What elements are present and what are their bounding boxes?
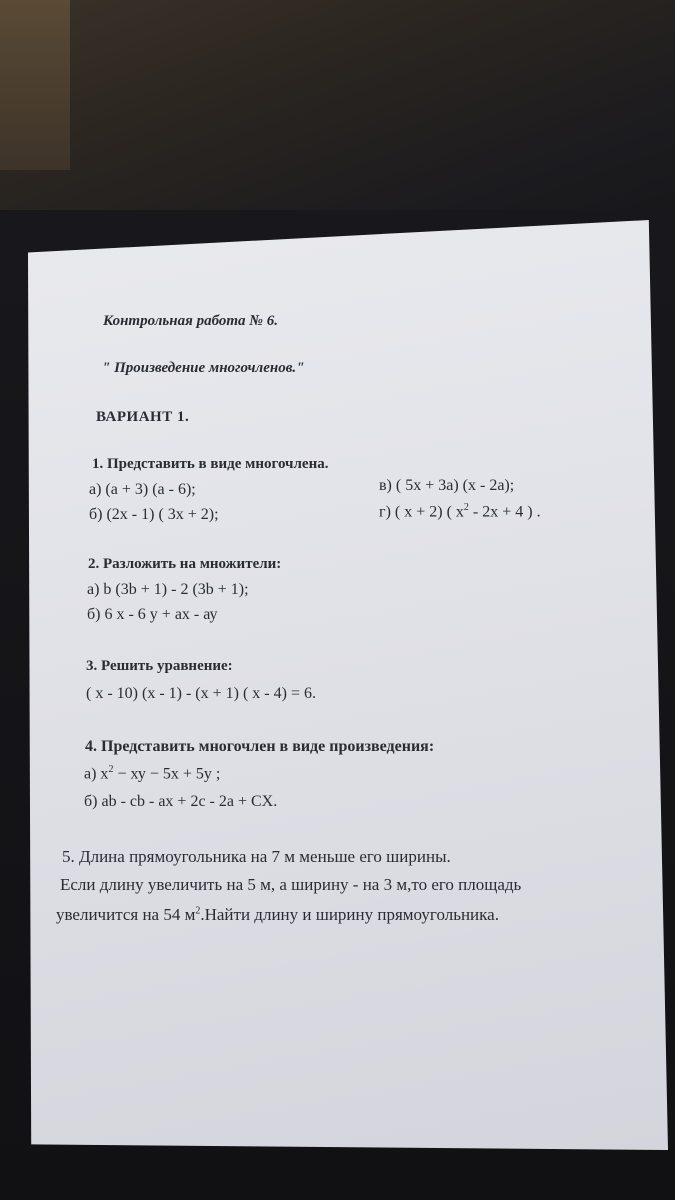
task1-item-g-rest: - 2х + 4 ) . [468,503,541,521]
task5-line2: Если длину увеличить на 5 м, а ширину - на 3 м,то его площадь [60,875,522,894]
task1-heading: 1. Представить в виде многочлена. [92,456,329,472]
task1-item-v: в) ( 5х + 3а) (х - 2а); [379,477,515,494]
task4-item-a [84,764,220,783]
variant-label: ВАРИАНТ 1. [96,409,190,425]
task3-heading: 3. Решить уравнение: [86,658,233,674]
task5-line1: 5. Длина прямоугольника на 7 м меньше его ширины. [62,847,451,866]
task2-item-b: б) 6 х - 6 у + ах - ау [87,606,218,623]
task1-item-a: а) (а + 3) (а - 6); [89,481,196,498]
task4-item-b: б) ab - cb - ax + 2c - 2a + CX. [84,793,278,810]
task5-line3-rest: .Найти длину и ширину прямоугольника. [200,905,499,924]
task5-area-exponent: 2 [195,905,201,917]
task4-item-a-base: а) х [84,765,109,783]
task3-equation: ( х - 10) (х - 1) - (х + 1) ( х - 4) = 6. [86,685,316,702]
task4-heading: 4. Представить многочлен в виде произведения: [85,738,435,755]
worksheet-title: Контрольная работа № 6. [103,313,279,329]
task1-item-g-base: г) ( х + 2) ( х [379,503,464,521]
task5-line3 [56,905,499,925]
background-object [0,0,70,170]
task2-item-a: а) b (3b + 1) - 2 (3b + 1); [87,581,249,598]
task2-heading: 2. Разложить на множители: [88,556,282,572]
worksheet-subtitle: " Произведение многочленов." [102,360,305,376]
task4-item-a-rest: − ху − 5х + 5у ; [113,765,221,783]
task1-item-g [379,502,541,521]
task1-item-g-exponent: 2 [463,502,469,513]
task4-item-a-exponent: 2 [108,764,114,775]
task5-line3-base: увеличится на 54 м [56,905,196,924]
task1-item-b: б) (2х - 1) ( 3х + 2); [89,506,219,523]
